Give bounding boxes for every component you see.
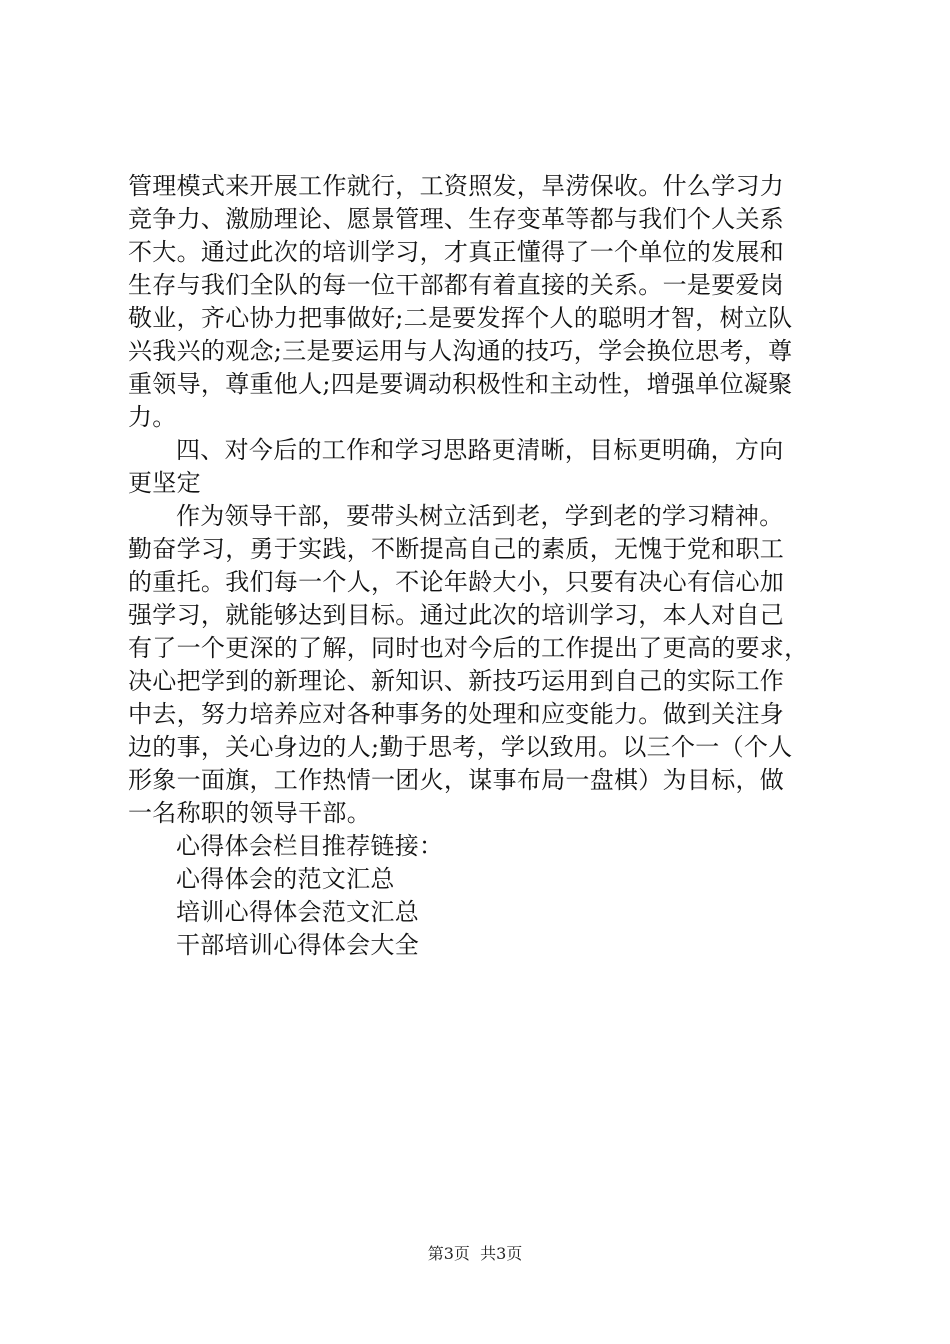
text-line: 形象一面旗，工作热情一团火，谋事布局一盘棋）为目标，做 [128, 766, 785, 794]
text-line: 重领导，尊重他人;四是要调动积极性和主动性，增强单位凝聚 [128, 370, 793, 398]
link-item[interactable]: 心得体会的范文汇总 [176, 865, 395, 893]
text-line: 力。 [128, 403, 177, 431]
text-line: 敬业，齐心协力把事做好;二是要发挥个人的聪明才智，树立队 [128, 304, 793, 332]
text-line: 中去，努力培养应对各种事务的处理和应变能力。做到关注身 [128, 700, 785, 728]
text-line: 边的事，关心身边的人;勤于思考，学以致用。以三个一（个人 [128, 733, 793, 761]
heading-line: 四、对今后的工作和学习思路更清晰，目标更明确，方向 [176, 436, 784, 464]
text-line: 竞争力、激励理论、愿景管理、生存变革等都与我们个人关系 [128, 205, 785, 233]
heading-line: 更坚定 [128, 469, 201, 497]
page-number: 第3页 共3页 [427, 1244, 523, 1263]
paragraph-leader [128, 500, 838, 830]
paragraph-continued [128, 170, 838, 434]
section-heading-4 [128, 434, 838, 500]
recommended-links [128, 830, 838, 962]
text-line: 一名称职的领导干部。 [128, 799, 371, 827]
link-item[interactable]: 干部培训心得体会大全 [176, 931, 419, 959]
text-line: 决心把学到的新理论、新知识、新技巧运用到自己的实际工作 [128, 667, 785, 695]
text-line: 强学习，就能够达到目标。通过此次的培训学习，本人对自己 [128, 601, 785, 629]
text-line: 生存与我们全队的每一位干部都有着直接的关系。一是要爱岗 [128, 271, 785, 299]
text-line: 有了一个更深的了解，同时也对今后的工作提出了更高的要求， [128, 634, 809, 662]
text-line: 不大。通过此次的培训学习，才真正懂得了一个单位的发展和 [128, 238, 785, 266]
page-footer [0, 1244, 950, 1264]
document-body [128, 170, 838, 962]
text-line: 勤奋学习，勇于实践，不断提高自己的素质，无愧于党和职工 [128, 535, 785, 563]
text-line: 兴我兴的观念;三是要运用与人沟通的技巧，学会换位思考，尊 [128, 337, 793, 365]
links-heading: 心得体会栏目推荐链接： [176, 832, 444, 860]
text-line: 作为领导干部，要带头树立活到老，学到老的学习精神。 [176, 502, 784, 530]
text-line: 的重托。我们每一个人，不论年龄大小，只要有决心有信心加 [128, 568, 785, 596]
link-item[interactable]: 培训心得体会范文汇总 [176, 898, 419, 926]
text-line: 管理模式来开展工作就行，工资照发，旱涝保收。什么学习力 [128, 172, 785, 200]
